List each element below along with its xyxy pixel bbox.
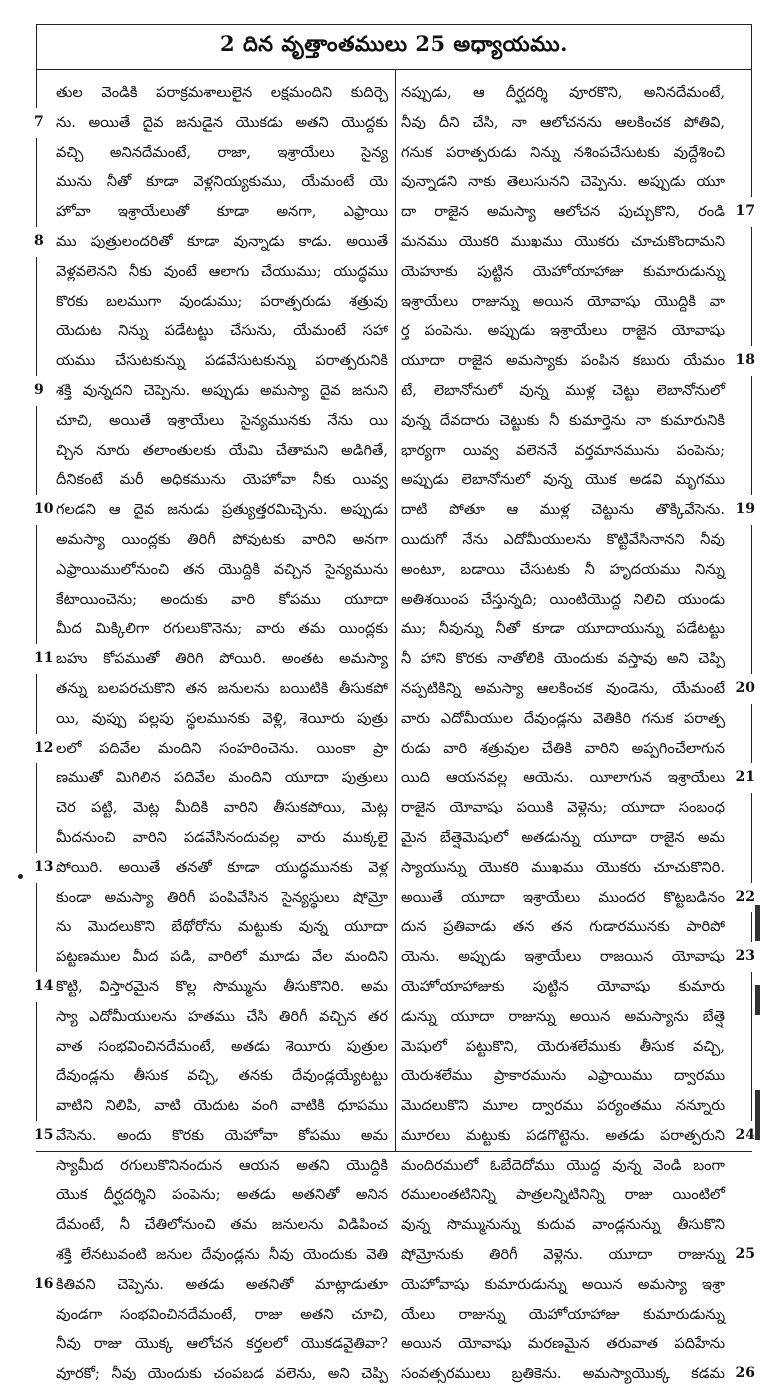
text-line — [34, 853, 388, 883]
line-text: గలడని ఆ దైవ జనుడు ప్రత్యుత్తరమిచ్చెను. అప్పుడు — [56, 501, 388, 519]
text-line — [34, 1121, 388, 1151]
text-line — [44, 1329, 388, 1359]
text-line — [401, 1002, 745, 1032]
verse-number: 16 — [34, 1270, 53, 1300]
line-text: వేసెను. అందు కొరకు యెహోవా కోపము అమ — [56, 1126, 388, 1144]
verse-number: 12 — [34, 734, 53, 764]
text-line — [44, 1240, 388, 1270]
text-line — [44, 346, 388, 376]
text-line — [401, 406, 745, 436]
edge-mark — [755, 905, 760, 941]
line-text: అయిన యోవాషు మరణమైన తరువాత పదిహేను — [401, 1335, 725, 1353]
line-text: యెహోవాషు కుమారుడున్ను అయిన అమస్యా ఇశ్రా — [401, 1275, 725, 1293]
text-line — [34, 376, 388, 406]
line-text: వున్న దేవదారు చెట్టుకు నీ కుమార్తెను నా కుమారునికి — [401, 411, 725, 429]
line-text: దాటి పోతూ ఆ ముళ్ల చెట్టును తొక్కివేసెను. — [401, 501, 725, 519]
line-text: చూచి, అయితే ఇశ్రాయేలు సైన్యమునకు నేను యి — [56, 411, 388, 429]
text-line — [44, 585, 388, 615]
line-text: మైన బేత్షెమెషులో అతడున్ను యూదా రాజైన అమ — [401, 828, 725, 846]
left-column — [34, 78, 388, 1389]
line-text: ము పుత్రులందరితో కూడా వున్నాడు కాడు. అయితే — [56, 232, 388, 250]
line-text: యేలు రాజున్ను యెహోయాహాజు కుమారుడున్ను — [401, 1305, 725, 1323]
line-text: కొట్టి, విస్తారమైన కొల్ల సొమ్మును తీసుకొనిరి. అమ — [56, 977, 388, 995]
text-line — [401, 287, 745, 317]
text-line — [34, 1270, 388, 1300]
text-line — [44, 763, 388, 793]
line-text: యెరుశలేము ప్రాకారమును ఎఫ్రాయిము ద్వారము — [401, 1067, 725, 1085]
line-text: డున్ను యూదా రాజున్ను అయిన అమస్యాను బేత్షె — [401, 1007, 725, 1025]
line-text: స్యామీద రగులుకొనినందున ఆయన అతని యొద్దికి — [56, 1156, 388, 1174]
verse-number: 23 — [736, 942, 755, 972]
line-text: అప్పుడు లెబానోనులో వున్న యొక అడవి మృగము — [401, 471, 725, 489]
line-text: రములంతటినిన్ని పాత్రలన్నిటినిన్ని రాజు యింటిలో — [401, 1186, 725, 1204]
text-line — [34, 227, 388, 257]
text-line — [34, 108, 388, 138]
text-line — [401, 912, 745, 942]
text-line — [401, 853, 745, 883]
text-line — [401, 197, 755, 227]
verse-number: 11 — [34, 644, 53, 674]
line-text: వుండగా సంభవించినదేమంటే, రాజు అతని చూచి, — [56, 1305, 388, 1323]
text-line — [401, 78, 745, 108]
line-text: యెను. అప్పుడు ఇశ్రాయేలు రాజయిన యోవాషు — [401, 948, 725, 966]
line-text: యెహోయాహాజుకు పుట్టిన యోవాషు కుమారు — [401, 977, 725, 995]
line-text: మనము యొకరి ముఖము యొకరు చూచుకొందామని — [401, 232, 725, 250]
line-text: శక్తి లేనటువంటి జనుల దేవుండ్లను నీవు యెందుకు వెతి — [56, 1246, 388, 1264]
text-line — [44, 287, 388, 317]
text-line — [401, 1359, 755, 1389]
line-text: చ్చిన నూరు తలాంతులకు యేమి చేతామని అడిగితే, — [56, 441, 388, 459]
text-line — [44, 138, 388, 168]
text-line — [401, 793, 745, 823]
text-line — [401, 227, 745, 257]
text-line — [34, 734, 388, 764]
line-text: యము చేసుటకున్ను పడవేసుటకున్ను పరాత్పరునికి — [56, 352, 388, 370]
text-line — [401, 1091, 745, 1121]
text-line — [401, 1240, 755, 1270]
text-line — [44, 1300, 388, 1330]
text-line — [44, 1210, 388, 1240]
line-text: దా రాజైన అమస్యా ఆలోచన పుచ్చుకొని, రండి — [401, 203, 725, 221]
margin-dot — [18, 874, 23, 879]
line-text: యిది ఆయనవల్ల ఆయెను. యీలాగున ఇశ్రాయేలు — [401, 769, 725, 787]
line-text: యొక దీర్ఘదర్శిని పంపెను; అతడు అతనితో అనిన — [56, 1186, 388, 1204]
line-text: యెదుట నిన్ను పడేటట్టు చేసును, యేమంటే సహా — [56, 322, 388, 340]
text-line — [401, 1300, 745, 1330]
edge-mark — [755, 1090, 760, 1140]
line-text: మొదలుకొని మూల ద్వారము పర్యంతము నన్నూరు — [401, 1097, 725, 1115]
line-text: స్యాయున్ను యొకరి ముఖము యొకరు చూచుకొనిరి. — [401, 858, 725, 876]
text-line — [44, 167, 388, 197]
text-line — [44, 406, 388, 436]
text-line — [401, 614, 745, 644]
text-line — [44, 883, 388, 913]
verse-number: 17 — [736, 197, 755, 227]
text-line — [44, 1151, 388, 1181]
text-line — [44, 1359, 388, 1389]
verse-number: 21 — [736, 763, 755, 793]
text-line — [44, 1002, 388, 1032]
verse-number: 9 — [34, 376, 44, 406]
line-text: ను మొదలుకొని బేథోరోను మట్టుకు వున్న యూదా — [56, 918, 388, 936]
text-line — [401, 376, 745, 406]
line-text: రాజైన యోవాషు పయికి వెళ్లెను; యూదా సంబంధ — [401, 799, 725, 817]
page-title: 2 దిన వృత్తాంతములు 25 అధ్యాయము. — [36, 24, 752, 70]
line-text: శక్తి వున్నదని చెప్పెను. అప్పుడు అమస్యా దైవ జనుని — [56, 381, 388, 399]
column-divider — [395, 70, 396, 1152]
line-text: లలో పదివేల మందిని సంహరించెను. యింకా ప్రా — [56, 739, 388, 757]
text-line — [401, 704, 745, 734]
line-text: తుల వెండికి పరాక్రమశాలులైన లక్షమందిని కుదిర్చె — [56, 84, 388, 101]
verse-number: 22 — [736, 883, 755, 913]
text-line — [44, 942, 388, 972]
text-line — [401, 823, 745, 853]
line-text: యిదుగో నేను ఎదోమీయులను కొట్టివేసినానని నీవు — [401, 530, 725, 548]
text-line — [401, 1180, 745, 1210]
verse-number: 13 — [34, 853, 53, 883]
verse-number: 25 — [736, 1240, 755, 1270]
line-text: యి, వుప్పు పల్లపు స్థలమునకు వెళ్లి, శెయీరు పుత్రు — [56, 709, 388, 727]
text-line — [44, 525, 388, 555]
line-text: వాత సంభవించినదేమంటే, అతడు శెయీరు పుత్రుల — [56, 1037, 388, 1055]
text-line — [401, 734, 745, 764]
text-line — [401, 1270, 745, 1300]
verse-number: 24 — [736, 1121, 755, 1151]
text-line — [44, 555, 388, 585]
line-text: మూరలు మట్టుకు పడగొట్టెను. అతడు పరాత్పరుని — [401, 1126, 725, 1144]
line-text: చెర పట్టి, మెట్ల మీదికి వారిని తీసుకపోయి, మెట్ల — [56, 799, 388, 817]
text-line — [44, 465, 388, 495]
line-text: నీవు దీని చేసి, నా ఆలోచనను ఆలకించక పోతివి, — [401, 113, 725, 131]
line-text: కేటాయించెను; అందుకు వారి కోపము యూదా — [56, 590, 388, 608]
line-text: దేమంటే, నీ చేతిలోనుంచి తమ జనులను విడిపించ — [56, 1216, 388, 1234]
text-line — [44, 78, 388, 108]
text-line — [34, 972, 388, 1002]
text-line — [401, 763, 755, 793]
line-text: సంవత్సరములు బ్రతికెను. అమస్యాయొక్క కడమ — [401, 1365, 725, 1383]
text-line — [401, 674, 755, 704]
text-line — [401, 1210, 745, 1240]
line-text: వారు ఎదోమీయుల దేవుండ్లను వెతికిరి గనుక పరాత్ప — [401, 709, 725, 727]
verse-number: 15 — [34, 1121, 53, 1151]
line-text: దీనికంటే మరీ అధికమును యెహోవా నీకు యివ్వ — [56, 471, 388, 489]
line-text: భార్యగా యివ్వ వలెననే వర్తమానమును పంపెను; — [401, 441, 725, 459]
verse-number: 26 — [736, 1359, 755, 1389]
text-line — [401, 942, 755, 972]
text-line — [44, 257, 388, 287]
line-text: బహు కోపముతో తిరిగి పోయిరి. అంతట అమస్యా — [56, 650, 388, 668]
text-line — [401, 138, 745, 168]
line-text: అతిశయింప చేస్తున్నది; యింటియొద్ద నిలిచి యుండు — [401, 590, 725, 608]
text-line — [401, 555, 745, 585]
text-line — [44, 1180, 388, 1210]
line-text: దున ప్రతివాడు తన తన గుడారమునకు పారిపో — [401, 918, 725, 936]
verse-number: 7 — [34, 108, 44, 138]
line-text: ను. అయితే దైవ జనుడైన యొకడు అతని యొద్దకు — [56, 113, 388, 131]
line-text: యూదా రాజైన అమస్యాకు పంపిన కబురు యేమం — [401, 352, 725, 370]
line-text: షోమ్రోనుకు తిరిగీ వెళ్లెను. యూదా రాజున్ను — [401, 1246, 725, 1264]
text-line — [401, 108, 745, 138]
text-line — [401, 495, 755, 525]
line-text: దేవుండ్లను తీసుక వచ్చి, తనకు దేవుండ్లయ్యేటట్టు — [56, 1067, 388, 1085]
line-text: అయితే యూదా ఇశ్రాయేలు ముందర కొట్టబడినం — [401, 888, 725, 906]
line-text: నప్పటికిన్ని అమస్యా ఆలకించక వుండెను, యేమంటే — [401, 679, 725, 697]
text-line — [401, 525, 745, 555]
text-line — [401, 436, 745, 466]
text-line — [34, 644, 388, 674]
line-text: ఇశ్రాయేలు రాజున్ను అయిన యోవాషు యొద్దికి వా — [401, 292, 725, 310]
text-line — [401, 316, 745, 346]
text-line — [44, 436, 388, 466]
line-text: నీ హాని కొరకు నాతోలికి యెందుకు వస్తావు అని చెప్పి — [401, 650, 725, 668]
verse-number: 14 — [34, 972, 53, 1002]
verse-number: 10 — [34, 495, 53, 525]
text-line — [401, 585, 745, 615]
line-text: వాటిని నిలిపి, వాటి యెదుట వంగి వాటికి ధూపము — [56, 1097, 388, 1115]
line-text: మీద మిక్కిలిగా రగులుకొనెను; వారు తమ యింద్లకు — [56, 620, 388, 638]
text-line — [401, 883, 755, 913]
line-text: ము; నీవున్ను నీతో కూడా యూదాయున్ను పడేటట్టు — [401, 620, 725, 638]
verse-number: 19 — [736, 495, 755, 525]
text-line — [44, 823, 388, 853]
line-text: మును నీతో కూడా వెళ్లనియ్యకుము, యేమంటే యె — [56, 173, 388, 191]
text-line — [401, 167, 745, 197]
line-text: స్యా ఎదోమీయులను హతము చేసి తిరిగీ వచ్చిన తర — [56, 1007, 388, 1025]
text-line — [401, 1151, 745, 1181]
line-text: టే, లెబానోనులో వున్న ముళ్ల చెట్టు లెబానోనులో — [401, 381, 725, 399]
line-text: పట్టణముల మీద పడి, వారిలో మూడు వేల మందిని — [56, 948, 388, 966]
line-text: వున్న సొమ్మునున్ను కుదువ వాండ్లనున్ను తీసుకొని — [401, 1216, 725, 1234]
text-line — [44, 1032, 388, 1062]
line-text: నప్పుడు, ఆ దీర్ఘదర్శి వూరకొని, అనినదేమంటే, — [401, 84, 725, 101]
line-text: పోయిరి. అయితే తనతో కూడా యుద్ధమునకు వెళ్ల — [56, 858, 388, 876]
text-line — [44, 793, 388, 823]
edge-mark — [755, 985, 760, 1015]
text-line — [44, 1061, 388, 1091]
text-line — [401, 465, 745, 495]
line-text: ర్త పంపెను. అప్పుడు ఇశ్రాయేలు రాజైన యోవాషు — [401, 322, 725, 340]
line-text: హోవా ఇశ్రాయేలుతో కూడా అనగా, ఎఫ్రాయి — [56, 203, 388, 221]
text-line — [401, 1121, 755, 1151]
text-line — [44, 704, 388, 734]
verse-number: 18 — [736, 346, 755, 376]
line-text: వెళ్లవలెనని నీకు వుంటే ఆలాగు చేయుము; యుద్ధము — [56, 262, 388, 280]
line-text: గనుక పరాత్పరుడు నిన్ను నశింపచేసుటకు వుద్దేశించి — [401, 143, 725, 161]
text-line — [44, 197, 388, 227]
line-text: నీవు రాజు యొక్క ఆలోచన కర్తలలో యొకడవైతివా? — [56, 1335, 388, 1353]
right-column — [401, 78, 755, 1389]
text-line — [401, 972, 745, 1002]
line-text: మీదనుంచి వారిని పడవేసినందువల్ల వారు ముక్కలై — [56, 828, 388, 846]
text-line — [44, 912, 388, 942]
line-text: కితివని చెప్పెను. అతడు అతనితో మాట్లాడుతూ — [56, 1275, 388, 1293]
line-text: అంటూ, బడాయి చేసుటకు నీ హృదయము నిన్ను — [401, 560, 725, 578]
line-text: ఎఫ్రాయిములోనుంచి తన యొద్దికి వచ్చిన సైన్యమును — [56, 560, 388, 578]
text-line — [401, 257, 745, 287]
line-text: మందిరములో ఓబేదెదోము యొద్ద వున్న వెండి బంగా — [401, 1156, 725, 1174]
line-text: అమస్యా యింద్లకు తిరిగీ పోవుటకు వారిని అనగా — [56, 530, 388, 548]
line-text: కొరకు బలముగా వుండుము; పరాత్పరుడు శత్రువు — [56, 292, 388, 310]
text-line — [44, 1091, 388, 1121]
line-text: తన్ను బలపరచుకొని తన జనులను బయిటికి తీసుకపో — [56, 679, 388, 697]
line-text: కుండా అమస్యా తిరిగీ పంపివేసిన సైన్యస్థులు షోమ్రో — [56, 888, 388, 906]
line-text: వున్నాడని నాకు తెలుసునని చెప్పెను. అప్పుడు యూ — [401, 173, 725, 191]
verse-number: 8 — [34, 227, 44, 257]
text-line — [401, 1061, 745, 1091]
text-line — [401, 346, 755, 376]
line-text: వూరకో; నీవు యెందుకు చంపబడ వలెను, అని చెప్పి — [56, 1365, 388, 1383]
text-line — [44, 614, 388, 644]
text-line — [401, 1329, 745, 1359]
line-text: యెహూకు పుట్టిన యెహోయాహాజు కుమారుడున్ను — [401, 262, 725, 280]
text-line — [44, 674, 388, 704]
text-line — [44, 316, 388, 346]
line-text: రుడు వారి శత్రువుల చేతికి వారిని అప్పగించేలాగున — [401, 739, 725, 757]
line-text: వచ్చి అనినదేమంటే, రాజా, ఇశ్రాయేలు సైన్య — [56, 143, 388, 161]
text-line — [401, 1032, 745, 1062]
line-text: ణముతో మిగిలిన పదివేల మందిని యూదా పుత్రులు — [56, 769, 388, 787]
line-text: మెషులో పట్టుకొని, యెరుశలేముకు తీసుక వచ్చి, — [401, 1037, 725, 1055]
text-line — [401, 644, 745, 674]
verse-number: 20 — [736, 674, 755, 704]
text-line — [34, 495, 388, 525]
